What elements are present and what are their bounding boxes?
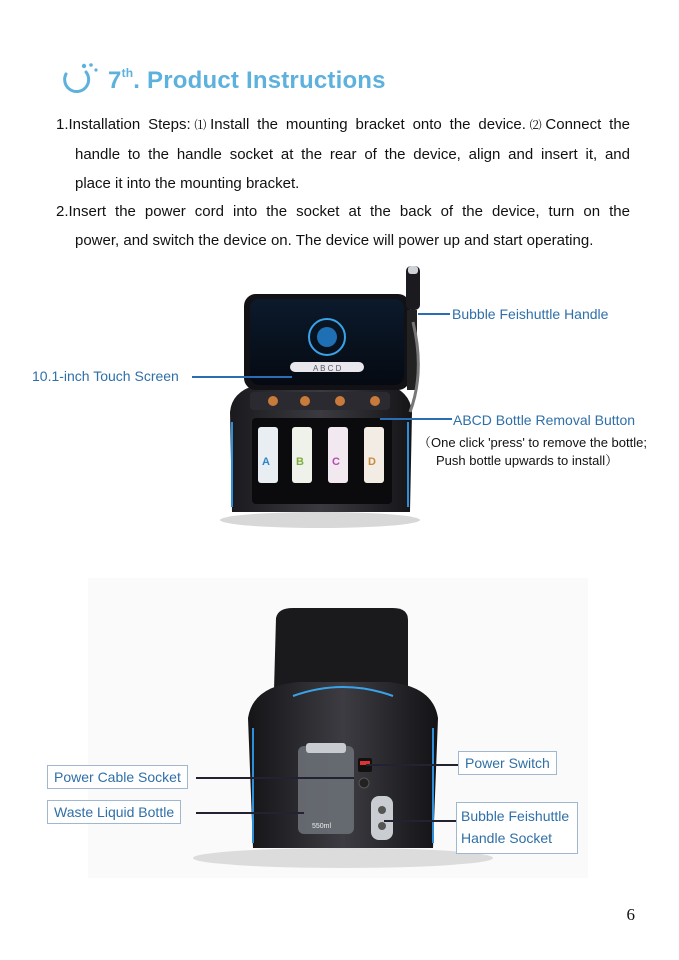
power-cable-leader-line: [196, 777, 354, 779]
handle-socket-label-line-1: Bubble Feishuttle: [461, 808, 570, 824]
screen-dots-label: A B C D: [313, 364, 342, 373]
bottle-label-a: A: [262, 456, 270, 468]
handle-socket-label: [456, 802, 578, 854]
page-title: 7th. Product Instructions: [108, 66, 386, 94]
removal-button-leader-line: [380, 418, 452, 420]
waste-liquid-bottle-label: Waste Liquid Bottle: [47, 800, 181, 824]
removal-button-label: ABCD Bottle Removal Button: [453, 412, 636, 428]
step-2-line-1: 2.Insert the power cord into the socket at the back of the device, turn on the: [56, 203, 630, 220]
waste-bottle-leader-line: [196, 812, 304, 814]
power-cable-socket-label: Power Cable Socket: [47, 765, 188, 789]
step-1-line-2: handle to the handle socket at the rear of the device, align and insert it, and: [75, 146, 630, 163]
bottle-label-c: C: [332, 456, 340, 468]
handle-socket-label-line-2: Handle Socket: [461, 830, 553, 846]
power-switch-label: Power Switch: [458, 751, 557, 775]
page-number: 6: [626, 905, 635, 924]
handle-leader-line: [418, 313, 450, 315]
removal-note-line-2: Push bottle upwards to install）: [436, 453, 619, 468]
bubble-logo-icon: [60, 60, 100, 100]
bottle-label-b: B: [296, 456, 304, 468]
front-device-image: [210, 262, 450, 530]
handle-label: Bubble Feishuttle Handle: [452, 306, 609, 322]
instruction-step-2: [56, 197, 630, 255]
step-2-line-2: power, and switch the device on. The device will power up and start operating.: [75, 232, 594, 249]
step-1-line-3: place it into the mounting bracket.: [75, 175, 300, 192]
power-switch-leader-line: [366, 764, 458, 766]
bottle-label-d: D: [368, 456, 376, 468]
step-1-line-1: 1.Installation Steps:⑴Install the mounting bracket onto the device.⑵Connect the: [56, 116, 630, 133]
touch-screen-label: 10.1-inch Touch Screen: [32, 368, 179, 384]
removal-note-line-1: （One click 'press' to remove the bottle;: [418, 435, 647, 450]
handle-socket-leader-line: [384, 820, 456, 822]
instruction-step-1: [56, 110, 630, 198]
waste-bottle-volume: 550ml: [312, 823, 332, 830]
touch-screen-leader-line: [192, 376, 292, 378]
